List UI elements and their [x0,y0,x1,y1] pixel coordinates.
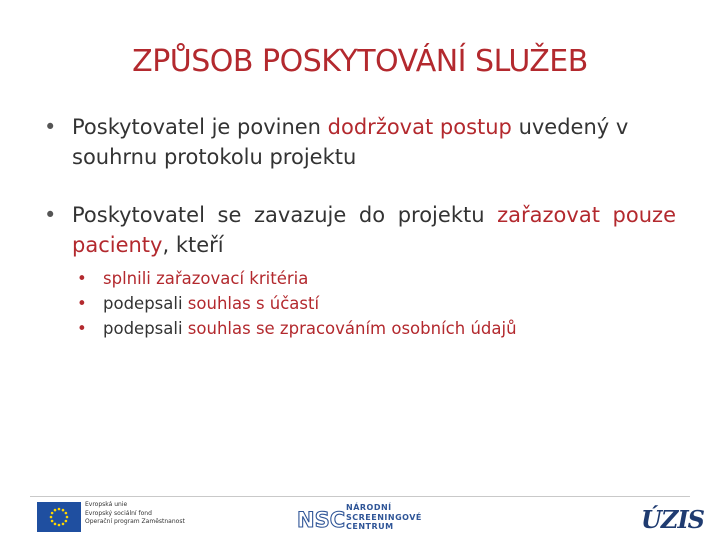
bullet-glyph: • [77,294,87,313]
eu-flag-icon [37,502,81,532]
eu-line: Operační program Zaměstnanost [85,518,185,525]
sub-bullet-item [77,316,676,341]
sub-bullet-item [77,266,676,291]
bullet-item [44,200,676,260]
bullet-glyph: • [77,319,87,338]
eu-line: Evropská unie [85,501,128,508]
nsc-line: CENTRUM [346,522,394,531]
footer-divider [30,496,690,497]
bullet-text-start: Poskytovatel se zavazuje do projektu [72,203,498,227]
bullet-text-start: Poskytovatel je povinen [72,115,328,139]
bullet-highlight: zařazovat pouze pacienty [72,203,676,257]
bullet-glyph: • [44,115,57,139]
eu-line: Evropský sociální fond [85,509,152,517]
bullet-glyph: • [44,203,57,227]
bullet-text-end: , kteří [162,233,224,257]
nsc-line: NÁRODNÍ [346,503,392,512]
slide-title: ZPŮSOB POSKYTOVÁNÍ SLUŽEB [132,44,588,79]
sub-bullet-highlight: souhlas se zpracováním osobních údajů [187,319,517,338]
bullet-highlight: dodržovat postup [327,115,512,139]
nsc-logo-icon [296,502,346,534]
sub-bullet-list [77,266,676,341]
bullet-text-end: uvedený v souhrnu protokolu projektu [72,115,629,169]
eu-funding-text [85,501,185,527]
sub-bullet-highlight: souhlas s účastí [187,294,320,313]
uzis-logo: ÚZIS [641,505,705,534]
nsc-name [346,503,422,532]
bullet-glyph: • [77,269,87,288]
sub-bullet-prefix: podepsali [103,319,188,338]
bullet-item [44,112,676,172]
sub-bullet-prefix: podepsali [103,294,188,313]
nsc-logo-text: NSC [297,508,346,532]
bullet-list [44,112,676,341]
sub-bullet-item [77,291,676,316]
sub-bullet-highlight: splnili zařazovací kritéria [103,269,309,288]
nsc-line: SCREENINGOVÉ [346,512,422,522]
